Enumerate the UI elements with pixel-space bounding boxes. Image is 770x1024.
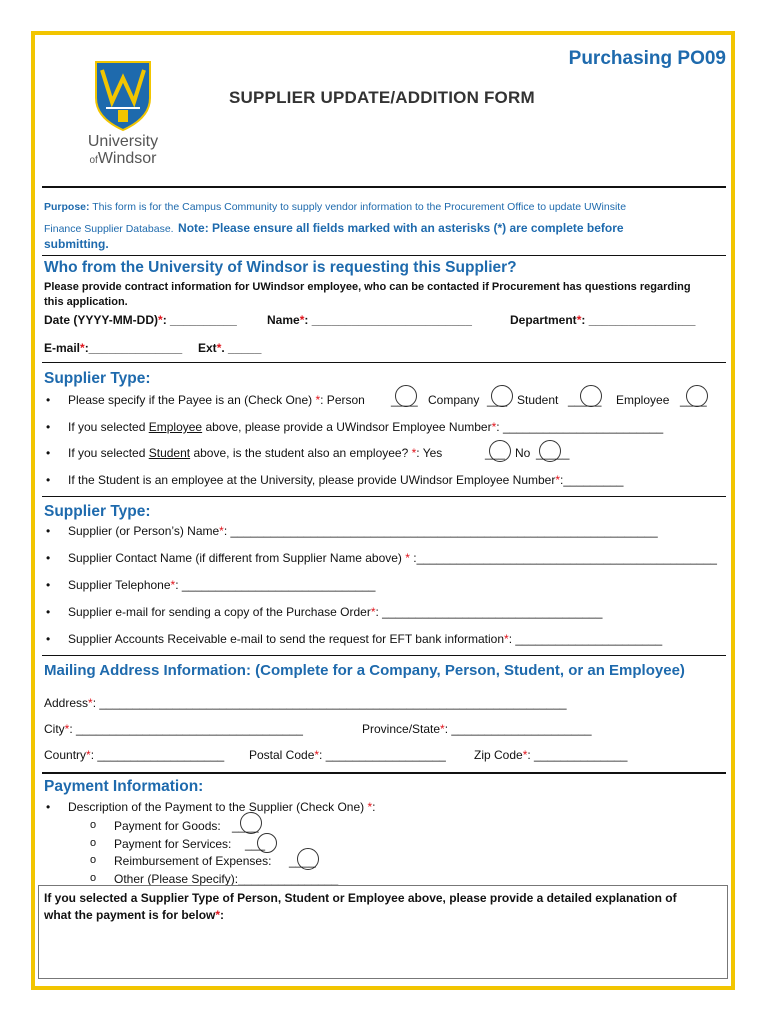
purpose-note: Note: Please ensure all fields marked with an asterisks (*) are complete before — [178, 221, 624, 235]
country-asterisk: * — [86, 748, 91, 762]
payee-type-question — [68, 393, 365, 407]
university-wordmark — [78, 133, 168, 169]
company-underscore: ___ — [487, 393, 508, 407]
employee-label: Employee — [616, 393, 670, 407]
q2-blank: : ________________________ — [496, 420, 664, 434]
ext-blank: . _____ — [221, 341, 262, 355]
q2-post: above, please provide a UWindsor Employee Number — [205, 420, 492, 434]
no-underscore: _____ — [536, 446, 570, 460]
email-label: E-mail — [44, 341, 81, 355]
box2-text: what the payment is for below — [44, 908, 216, 922]
purpose-text: This form is for the Campus Community to supply vendor information to the Procurement Office to update UWinsite — [92, 201, 627, 213]
dept-label: Department — [510, 313, 577, 327]
supplier-ar-email-field[interactable] — [68, 632, 662, 646]
student-employee-question — [68, 446, 442, 460]
dept-blank: : ________________ — [581, 313, 696, 327]
other-blank: _______________ — [238, 872, 339, 886]
address-asterisk: * — [88, 696, 93, 710]
q1-text: Please specify if the Payee is an (Check One) — [68, 393, 313, 407]
q3-yes-label: : Yes — [416, 446, 443, 460]
postal-code-field[interactable] — [249, 748, 446, 762]
country-blank: : ___________________ — [90, 748, 225, 762]
province-label: Province/State — [362, 722, 441, 736]
i4-asterisk: * — [370, 605, 376, 619]
country-label: Country — [44, 748, 87, 762]
q1-person-label: : Person — [320, 393, 365, 407]
services-option — [114, 837, 231, 851]
city-asterisk: * — [64, 722, 70, 736]
goods-underscore: ____ — [232, 819, 259, 833]
purpose-line2 — [44, 219, 624, 237]
purpose-divider — [42, 255, 726, 256]
department-field[interactable] — [510, 313, 695, 327]
i3-asterisk: * — [170, 578, 176, 592]
city-blank: : __________________________________ — [69, 722, 303, 736]
zip-blank: : ______________ — [527, 748, 628, 762]
services-underscore: ___ — [245, 837, 266, 851]
i2-asterisk: * — [405, 551, 410, 565]
requester-desc2: this application. — [44, 296, 128, 308]
q4-text: If the Student is an employee at the University, please provide UWindsor Employee Number — [68, 473, 556, 487]
province-blank: : _____________________ — [444, 722, 592, 736]
q2-word: Employee — [148, 420, 203, 434]
logo-line2: Windsor — [97, 150, 157, 167]
q4-blank: :_________ — [560, 473, 624, 487]
date-asterisk: * — [158, 313, 163, 327]
email-field[interactable] — [44, 341, 182, 355]
q3-pre: If you selected — [68, 446, 146, 460]
i3-blank: : _____________________________ — [175, 578, 376, 592]
no-label: No — [515, 446, 531, 460]
goods-option — [114, 819, 221, 833]
postal-asterisk: * — [314, 748, 320, 762]
email-asterisk: * — [80, 341, 85, 355]
reimb-label: Reimbursement of Expenses: — [114, 854, 272, 868]
date-blank: : __________ — [162, 313, 237, 327]
email-blank: :______________ — [84, 341, 183, 355]
logo-of: of — [89, 155, 98, 166]
form-title: SUPPLIER UPDATE/ADDITION FORM — [229, 88, 535, 107]
name-blank: : ________________________ — [304, 313, 472, 327]
ext-field[interactable] — [198, 341, 261, 355]
i4-label: Supplier e-mail for sending a copy of the Purchase Order — [68, 605, 371, 619]
postal-label: Postal Code — [249, 748, 315, 762]
supplier-info-divider — [42, 655, 726, 656]
q2-asterisk: * — [491, 420, 497, 434]
person-underscore: ____ — [391, 393, 418, 407]
mailing-heading: Mailing Address Information: (Complete for a Company, Person, Student, or an Employee) — [44, 662, 685, 679]
employee-number-question[interactable] — [68, 420, 663, 434]
reimbursement-option — [114, 854, 271, 868]
purchasing-code: Purchasing PO09 — [568, 48, 726, 69]
address-label: Address — [44, 696, 89, 710]
date-label: Date (YYYY-MM-DD) — [44, 313, 159, 327]
i5-asterisk: * — [504, 632, 509, 646]
university-shield-logo — [78, 58, 168, 133]
supplier-type-divider — [42, 496, 726, 497]
payment-heading: Payment Information: — [44, 778, 204, 795]
mailing-divider — [42, 772, 726, 774]
company-label: Company — [428, 393, 480, 407]
q3-post: above, is the student also an employee? — [193, 446, 409, 460]
reimb-underscore: ____ — [289, 854, 316, 868]
requester-heading: Who from the University of Windsor is requesting this Supplier? — [44, 259, 517, 276]
goods-label: Payment for Goods: — [114, 819, 221, 833]
zip-label: Zip Code — [474, 748, 523, 762]
dept-asterisk: * — [576, 313, 582, 327]
i1-blank: : ________________________________________________________________ — [223, 524, 658, 538]
i2-blank: :_____________________________________________ — [413, 551, 717, 565]
requester-divider — [42, 362, 726, 363]
name-field[interactable] — [267, 313, 472, 327]
student-underscore: _____ — [568, 393, 602, 407]
payment-desc-asterisk: * — [367, 800, 373, 814]
other-label: Other (Please Specify): — [114, 872, 239, 886]
supplier-contact-field[interactable] — [68, 551, 717, 565]
student-label: Student — [517, 393, 559, 407]
i3-label: Supplier Telephone — [68, 578, 171, 592]
province-asterisk: * — [440, 722, 445, 736]
requester-desc1: Please provide contract information for UWindsor employee, who can be contacted if Procurement has questions regarding — [44, 281, 691, 293]
i2-label: Supplier Contact Name (if different from Supplier Name above) — [68, 551, 402, 565]
yes-underscore: ___ — [485, 446, 506, 460]
box2-asterisk: * — [215, 908, 221, 922]
i5-label: Supplier Accounts Receivable e-mail to send the request for EFT bank information — [68, 632, 505, 646]
employee-underscore: ____ — [680, 393, 707, 407]
province-field[interactable] — [362, 722, 592, 736]
q1-asterisk: * — [315, 393, 321, 407]
logo-line1: University — [87, 133, 159, 150]
supplier-po-email-field[interactable] — [68, 605, 602, 619]
payment-desc-text: Description of the Payment to the Supplier (Check One) — [68, 800, 365, 814]
i4-blank: : _________________________________ — [375, 605, 603, 619]
supplier-phone-field[interactable] — [68, 578, 375, 592]
i1-asterisk: * — [219, 524, 224, 538]
address-blank: : ______________________________________________________________________ — [92, 696, 567, 710]
q4-asterisk: * — [555, 473, 561, 487]
purpose-label: Purpose: — [44, 201, 90, 213]
name-asterisk: * — [299, 313, 305, 327]
supplier-type-heading: Supplier Type: — [44, 370, 151, 387]
country-field[interactable] — [44, 748, 224, 762]
zip-code-field[interactable] — [474, 748, 627, 762]
supplier-name-field[interactable] — [68, 524, 658, 538]
purpose-line1 — [44, 201, 626, 213]
q3-word: Student — [148, 446, 191, 460]
student-employee-number[interactable] — [68, 473, 623, 487]
date-field[interactable] — [44, 313, 237, 327]
address-field[interactable] — [44, 696, 567, 710]
payment-desc: • Description of the Payment to the Supplier (Check One) *: — [68, 800, 376, 814]
purpose-text2: Finance Supplier Database. — [44, 223, 174, 235]
services-label: Payment for Services: — [114, 837, 232, 851]
explanation-line2: what the payment is for below*: — [44, 908, 225, 922]
zip-asterisk: * — [522, 748, 528, 762]
name-label: Name — [267, 313, 300, 327]
supplier-info-heading: Supplier Type: — [44, 503, 151, 520]
explanation-line1: If you selected a Supplier Type of Person, Student or Employee above, please provide a detailed explanation of — [44, 891, 677, 905]
city-label: City — [44, 722, 65, 736]
q2-pre: If you selected — [68, 420, 146, 434]
header-divider — [42, 186, 726, 188]
ext-asterisk: * — [216, 341, 222, 355]
city-field[interactable] — [44, 722, 303, 736]
postal-blank: : __________________ — [319, 748, 446, 762]
i1-label: Supplier (or Person’s) Name — [68, 524, 220, 538]
q3-asterisk: * — [411, 446, 417, 460]
purpose-note2: submitting. — [44, 237, 109, 251]
other-option[interactable] — [114, 872, 338, 886]
i5-blank: : ______________________ — [508, 632, 663, 646]
ext-label: Ext — [198, 341, 217, 355]
